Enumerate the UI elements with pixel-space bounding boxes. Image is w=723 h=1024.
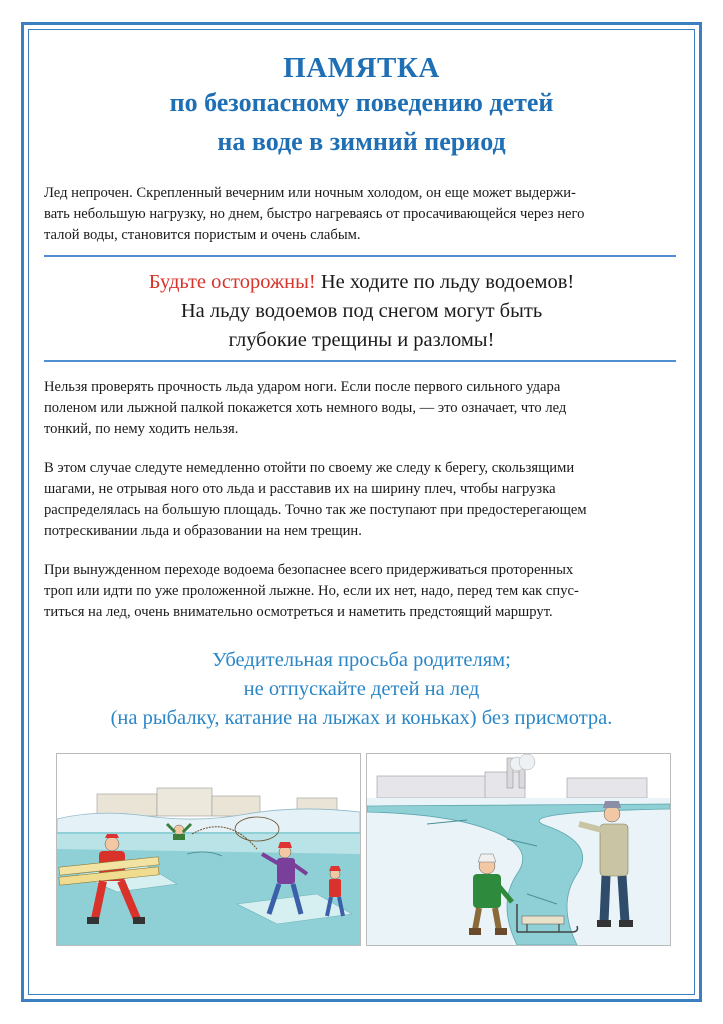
warning-block	[0, 268, 723, 355]
body-paragraph-3	[44, 560, 681, 623]
body-line: В этом случае следуте немедленно отойти по своему же следу к берегу, скользящими	[44, 460, 575, 476]
intro-paragraph	[44, 183, 681, 246]
intro-line: вать небольшую нагрузку, но днем, быстро нагреваясь от просачивающейся через него	[44, 206, 585, 222]
warning-line3: глубокие трещины и разломы!	[228, 329, 495, 351]
parent-appeal	[0, 646, 723, 733]
page-title: ПАМЯТКА	[283, 52, 440, 84]
body-line: При вынужденном переходе водоема безопаснее всего придерживаться проторенных	[44, 562, 574, 578]
body-line: распределялась на большую площадь. Точно так же поступают при предостерегающем	[44, 502, 587, 518]
appeal-line3: (на рыбалку, катание на лыжах и коньках) без присмотра.	[110, 707, 613, 729]
appeal-line2: не отпускайте детей на лед	[243, 678, 480, 700]
intro-line: Лед непрочен. Скрепленный вечерним или ночным холодом, он еще может выдержи-	[44, 185, 576, 201]
ice-rescue-illustration	[56, 753, 361, 946]
body-line: титься на лед, очень внимательно осмотреться и наметить предстоящий маршрут.	[44, 604, 553, 620]
warning-red-text: Будьте осторожны!	[148, 271, 316, 293]
body-paragraph-1	[44, 377, 681, 440]
page-subtitle-line1: по безопасному поведению детей	[169, 88, 554, 117]
winter-river-walk-illustration	[366, 753, 671, 946]
warning-line2: На льду водоемов под снегом могут быть	[180, 300, 543, 322]
body-line: тонкий, по нему ходить нельзя.	[44, 421, 239, 437]
page-subtitle-line2: на воде в зимний период	[217, 127, 506, 156]
warning-line1	[0, 268, 723, 297]
appeal-line1: Убедительная просьба родителям;	[212, 649, 511, 671]
divider-top	[44, 255, 676, 257]
warning-line1-rest: Не ходите по льду водоемов!	[315, 271, 575, 293]
divider-bottom	[44, 360, 676, 362]
body-line: троп или идти по уже проложенной лыжне. Но, если их нет, надо, перед тем как спус-	[44, 583, 579, 599]
body-line: потрескивании льда и образовании на нем трещин.	[44, 523, 362, 539]
intro-line: талой воды, становится пористым и очень слабым.	[44, 227, 361, 243]
body-line: поленом или лыжной палкой покажется хоть немного воды, — это означает, что лед	[44, 400, 567, 416]
body-line: шагами, не отрывая ного ото льда и расставив их на ширину плеч, чтобы нагрузка	[44, 481, 556, 497]
body-line: Нельзя проверять прочность льда ударом ноги. Если после первого сильного удара	[44, 379, 561, 395]
body-paragraph-2	[44, 458, 681, 542]
